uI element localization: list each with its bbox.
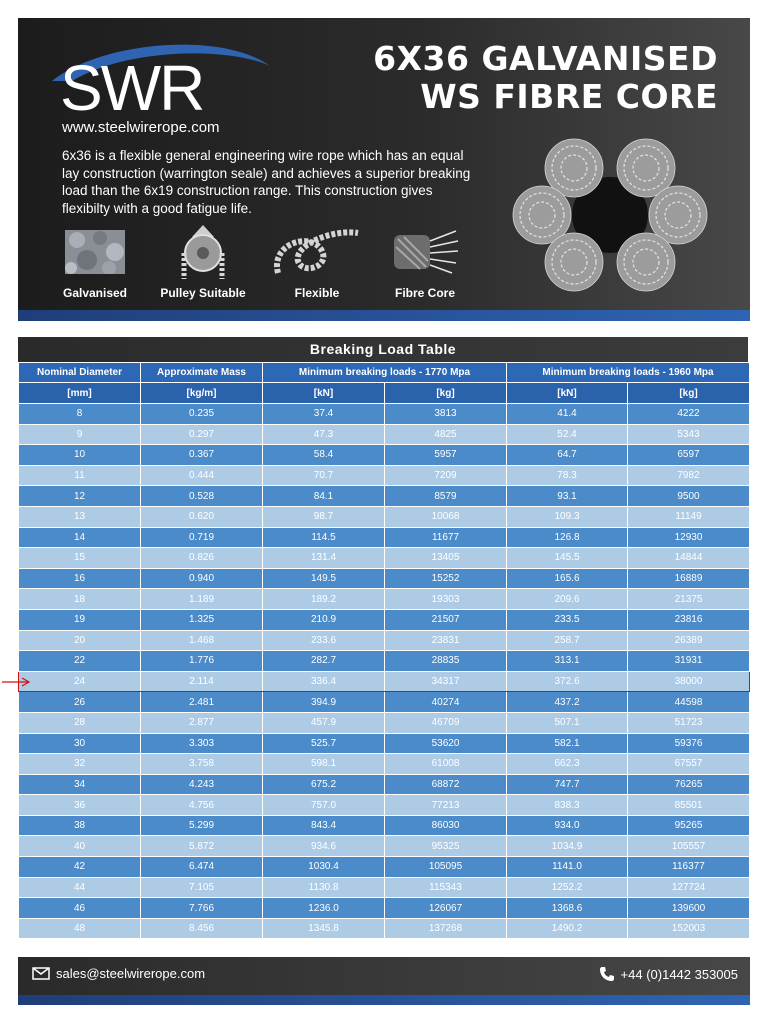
cell-kn-1960: 78.3 <box>507 465 628 486</box>
logo-text: SWR <box>60 52 204 124</box>
cell-mass: 1.189 <box>141 589 263 610</box>
cell-mass: 3.303 <box>141 733 263 754</box>
header-1960-mpa: Minimum breaking loads - 1960 Mpa <box>507 363 750 383</box>
cell-diameter: 10 <box>19 445 141 466</box>
header-accent-stripe <box>18 310 750 321</box>
cell-kg-1960: 7982 <box>628 465 750 486</box>
cell-diameter: 34 <box>19 774 141 795</box>
cell-kg-1960: 11149 <box>628 506 750 527</box>
unit-kn-1770: [kN] <box>263 383 385 404</box>
cell-kn-1960: 64.7 <box>507 445 628 466</box>
table-row <box>19 506 750 527</box>
cell-kn-1960: 126.8 <box>507 527 628 548</box>
cell-mass: 2.481 <box>141 692 263 713</box>
cell-kn-1770: 149.5 <box>263 568 385 589</box>
phone-number[interactable]: +44 (0)1442 353005 <box>620 966 738 982</box>
cell-mass: 4.243 <box>141 774 263 795</box>
table-row <box>19 754 750 775</box>
website-link[interactable]: www.steelwirerope.com <box>62 119 220 136</box>
cell-diameter: 13 <box>19 506 141 527</box>
cell-kg-1770: 19303 <box>385 589 507 610</box>
cell-kg-1770: 61008 <box>385 754 507 775</box>
cell-kn-1770: 1345.8 <box>263 918 385 939</box>
cell-kn-1960: 258.7 <box>507 630 628 651</box>
cell-mass: 1.468 <box>141 630 263 651</box>
cell-kn-1960: 662.3 <box>507 754 628 775</box>
cell-kn-1960: 1368.6 <box>507 898 628 919</box>
cell-diameter: 24 <box>19 671 141 692</box>
cell-kg-1960: 105557 <box>628 836 750 857</box>
cell-kn-1770: 98.7 <box>263 506 385 527</box>
cell-kn-1960: 507.1 <box>507 712 628 733</box>
flexible-rope-icon <box>272 223 362 281</box>
feature-fibre-core <box>370 222 480 300</box>
cell-kn-1960: 582.1 <box>507 733 628 754</box>
cell-kn-1960: 934.0 <box>507 815 628 836</box>
cell-kn-1770: 675.2 <box>263 774 385 795</box>
cell-mass: 5.299 <box>141 815 263 836</box>
cell-kn-1770: 114.5 <box>263 527 385 548</box>
cell-diameter: 28 <box>19 712 141 733</box>
cell-kn-1960: 313.1 <box>507 651 628 672</box>
cell-kn-1960: 372.6 <box>507 671 628 692</box>
page-title <box>373 40 718 116</box>
cell-kg-1960: 116377 <box>628 857 750 878</box>
cell-kg-1960: 14844 <box>628 548 750 569</box>
cell-kg-1960: 9500 <box>628 486 750 507</box>
cell-kg-1960: 12930 <box>628 527 750 548</box>
cell-kn-1770: 843.4 <box>263 815 385 836</box>
cell-kn-1770: 282.7 <box>263 651 385 672</box>
cell-mass: 7.766 <box>141 898 263 919</box>
table-row <box>19 609 750 630</box>
cell-kg-1960: 85501 <box>628 795 750 816</box>
table-row <box>19 630 750 651</box>
cell-kn-1960: 209.6 <box>507 589 628 610</box>
cell-mass: 0.367 <box>141 445 263 466</box>
cell-mass: 3.758 <box>141 754 263 775</box>
cell-diameter: 9 <box>19 424 141 445</box>
cell-kn-1770: 1236.0 <box>263 898 385 919</box>
cell-mass: 0.528 <box>141 486 263 507</box>
cell-mass: 2.877 <box>141 712 263 733</box>
header-nominal-diameter: Nominal Diameter <box>19 363 141 383</box>
cell-kg-1770: 7209 <box>385 465 507 486</box>
rope-cross-section-icon <box>512 132 708 298</box>
cell-kg-1960: 6597 <box>628 445 750 466</box>
cell-diameter: 40 <box>19 836 141 857</box>
cell-kn-1770: 58.4 <box>263 445 385 466</box>
table-body <box>19 404 750 939</box>
cell-kg-1960: 76265 <box>628 774 750 795</box>
cell-diameter: 38 <box>19 815 141 836</box>
cell-diameter: 20 <box>19 630 141 651</box>
cell-kg-1770: 11677 <box>385 527 507 548</box>
phone-icon <box>599 966 615 982</box>
cell-kn-1960: 145.5 <box>507 548 628 569</box>
highlight-arrow-icon <box>2 676 32 688</box>
table-row <box>19 445 750 466</box>
table-row <box>19 877 750 898</box>
cell-kg-1960: 67557 <box>628 754 750 775</box>
cell-kg-1960: 139600 <box>628 898 750 919</box>
unit-kg-per-m: [kg/m] <box>141 383 263 404</box>
cell-kg-1770: 34317 <box>385 671 507 692</box>
cell-kg-1770: 105095 <box>385 857 507 878</box>
unit-kg-1960: [kg] <box>628 383 750 404</box>
table-header-row <box>19 363 750 383</box>
cell-kg-1960: 16889 <box>628 568 750 589</box>
cell-diameter: 26 <box>19 692 141 713</box>
cell-kg-1770: 4825 <box>385 424 507 445</box>
cell-kn-1960: 52.4 <box>507 424 628 445</box>
table-row <box>19 712 750 733</box>
cell-kg-1960: 95265 <box>628 815 750 836</box>
cell-kn-1960: 165.6 <box>507 568 628 589</box>
table-row <box>19 486 750 507</box>
cell-mass: 0.826 <box>141 548 263 569</box>
cell-mass: 4.756 <box>141 795 263 816</box>
cell-mass: 0.297 <box>141 424 263 445</box>
cell-diameter: 18 <box>19 589 141 610</box>
cell-mass: 2.114 <box>141 671 263 692</box>
feature-label: Pulley Suitable <box>160 286 246 300</box>
cell-kn-1960: 233.5 <box>507 609 628 630</box>
cell-kn-1960: 838.3 <box>507 795 628 816</box>
title-line-2: WS FIBRE CORE <box>420 77 718 116</box>
cell-kg-1770: 68872 <box>385 774 507 795</box>
cell-kn-1770: 210.9 <box>263 609 385 630</box>
cell-kg-1770: 10068 <box>385 506 507 527</box>
table-row <box>19 857 750 878</box>
table-row <box>19 671 750 692</box>
cell-kg-1770: 40274 <box>385 692 507 713</box>
footer-accent-stripe <box>18 995 750 1005</box>
cell-kn-1770: 84.1 <box>263 486 385 507</box>
feature-galvanised <box>40 222 150 300</box>
cell-kn-1770: 189.2 <box>263 589 385 610</box>
cell-mass: 8.456 <box>141 918 263 939</box>
unit-mm: [mm] <box>19 383 141 404</box>
cell-kg-1770: 46709 <box>385 712 507 733</box>
feature-label: Galvanised <box>62 286 128 300</box>
galvanised-icon <box>65 230 125 274</box>
table-title: Breaking Load Table <box>18 337 748 362</box>
table-row <box>19 548 750 569</box>
cell-kg-1960: 26389 <box>628 630 750 651</box>
cell-kg-1770: 77213 <box>385 795 507 816</box>
cell-kn-1960: 1141.0 <box>507 857 628 878</box>
cell-kg-1960: 4222 <box>628 404 750 425</box>
table-row <box>19 815 750 836</box>
table-units-row <box>19 383 750 404</box>
title-line-1: 6X36 GALVANISED <box>373 39 718 78</box>
table-row <box>19 589 750 610</box>
cell-kn-1960: 1490.2 <box>507 918 628 939</box>
cell-mass: 7.105 <box>141 877 263 898</box>
cell-kn-1770: 37.4 <box>263 404 385 425</box>
cell-kg-1770: 5957 <box>385 445 507 466</box>
cell-kn-1770: 233.6 <box>263 630 385 651</box>
cell-diameter: 12 <box>19 486 141 507</box>
envelope-icon <box>32 967 50 980</box>
email-contact[interactable] <box>32 966 205 981</box>
header-1770-mpa: Minimum breaking loads - 1770 Mpa <box>263 363 507 383</box>
cell-diameter: 42 <box>19 857 141 878</box>
cell-mass: 5.872 <box>141 836 263 857</box>
cell-kn-1960: 437.2 <box>507 692 628 713</box>
cell-diameter: 44 <box>19 877 141 898</box>
cell-kg-1770: 137268 <box>385 918 507 939</box>
cell-kg-1770: 8579 <box>385 486 507 507</box>
cell-mass: 0.444 <box>141 465 263 486</box>
cell-kg-1770: 13405 <box>385 548 507 569</box>
cell-kg-1770: 23831 <box>385 630 507 651</box>
cell-mass: 0.719 <box>141 527 263 548</box>
cell-mass: 0.940 <box>141 568 263 589</box>
pulley-icon <box>172 223 234 281</box>
cell-kg-1960: 23816 <box>628 609 750 630</box>
cell-diameter: 36 <box>19 795 141 816</box>
cell-kg-1770: 53620 <box>385 733 507 754</box>
cell-kn-1960: 41.4 <box>507 404 628 425</box>
cell-kn-1770: 757.0 <box>263 795 385 816</box>
table-row <box>19 465 750 486</box>
cell-diameter: 19 <box>19 609 141 630</box>
cell-kn-1960: 1252.2 <box>507 877 628 898</box>
phone-contact[interactable] <box>599 966 738 982</box>
cell-kn-1770: 1030.4 <box>263 857 385 878</box>
cell-kg-1770: 86030 <box>385 815 507 836</box>
cell-mass: 1.325 <box>141 609 263 630</box>
cell-kn-1770: 70.7 <box>263 465 385 486</box>
feature-pulley-suitable <box>148 222 258 300</box>
cell-kg-1960: 127724 <box>628 877 750 898</box>
table-row <box>19 424 750 445</box>
table-row <box>19 836 750 857</box>
cell-diameter: 11 <box>19 465 141 486</box>
cell-kg-1960: 38000 <box>628 671 750 692</box>
cell-kn-1770: 598.1 <box>263 754 385 775</box>
cell-kg-1960: 152003 <box>628 918 750 939</box>
cell-diameter: 32 <box>19 754 141 775</box>
table-row <box>19 568 750 589</box>
fibre-core-icon <box>390 227 460 277</box>
table-row <box>19 404 750 425</box>
cell-kg-1770: 115343 <box>385 877 507 898</box>
table-row <box>19 527 750 548</box>
cell-diameter: 16 <box>19 568 141 589</box>
cell-kg-1770: 21507 <box>385 609 507 630</box>
cell-kn-1960: 93.1 <box>507 486 628 507</box>
header-approximate-mass: Approximate Mass <box>141 363 263 383</box>
feature-label: Fibre Core <box>394 286 455 300</box>
table-row <box>19 692 750 713</box>
cell-mass: 1.776 <box>141 651 263 672</box>
feature-flexible <box>262 222 372 300</box>
table-row <box>19 651 750 672</box>
cell-kn-1770: 1130.8 <box>263 877 385 898</box>
cell-mass: 0.620 <box>141 506 263 527</box>
cell-mass: 6.474 <box>141 857 263 878</box>
table-row <box>19 733 750 754</box>
cell-mass: 0.235 <box>141 404 263 425</box>
cell-diameter: 48 <box>19 918 141 939</box>
cell-diameter: 15 <box>19 548 141 569</box>
cell-kg-1960: 51723 <box>628 712 750 733</box>
table-row <box>19 898 750 919</box>
product-description: 6x36 is a flexible general engineering wire rope which has an equal lay construction (warrington seale) and achieves a superior breaking load than the 6x19 construction range. This construction gives flexibilty with a good fatigue life. <box>62 148 471 216</box>
cell-kg-1770: 15252 <box>385 568 507 589</box>
cell-kg-1770: 28835 <box>385 651 507 672</box>
cell-kg-1960: 21375 <box>628 589 750 610</box>
cell-kn-1770: 525.7 <box>263 733 385 754</box>
cell-kn-1770: 47.3 <box>263 424 385 445</box>
cell-kn-1770: 394.9 <box>263 692 385 713</box>
cell-kn-1960: 109.3 <box>507 506 628 527</box>
cell-diameter: 46 <box>19 898 141 919</box>
cell-kg-1770: 126067 <box>385 898 507 919</box>
cell-diameter: 22 <box>19 651 141 672</box>
cell-kg-1960: 31931 <box>628 651 750 672</box>
cell-kn-1960: 747.7 <box>507 774 628 795</box>
cell-diameter: 30 <box>19 733 141 754</box>
cell-diameter: 8 <box>19 404 141 425</box>
cell-kn-1770: 131.4 <box>263 548 385 569</box>
cell-kg-1770: 95325 <box>385 836 507 857</box>
unit-kn-1960: [kN] <box>507 383 628 404</box>
table-row <box>19 918 750 939</box>
breaking-load-table <box>18 362 750 939</box>
feature-label: Flexible <box>294 286 340 300</box>
unit-kg-1770: [kg] <box>385 383 507 404</box>
cell-kg-1960: 59376 <box>628 733 750 754</box>
table-row <box>19 774 750 795</box>
cell-kg-1960: 44598 <box>628 692 750 713</box>
cell-kg-1770: 3813 <box>385 404 507 425</box>
email-address[interactable]: sales@steelwirerope.com <box>56 966 206 981</box>
cell-diameter: 14 <box>19 527 141 548</box>
cell-kn-1770: 457.9 <box>263 712 385 733</box>
cell-kn-1770: 336.4 <box>263 671 385 692</box>
cell-kg-1960: 5343 <box>628 424 750 445</box>
table-row <box>19 795 750 816</box>
cell-kn-1960: 1034.9 <box>507 836 628 857</box>
cell-kn-1770: 934.6 <box>263 836 385 857</box>
